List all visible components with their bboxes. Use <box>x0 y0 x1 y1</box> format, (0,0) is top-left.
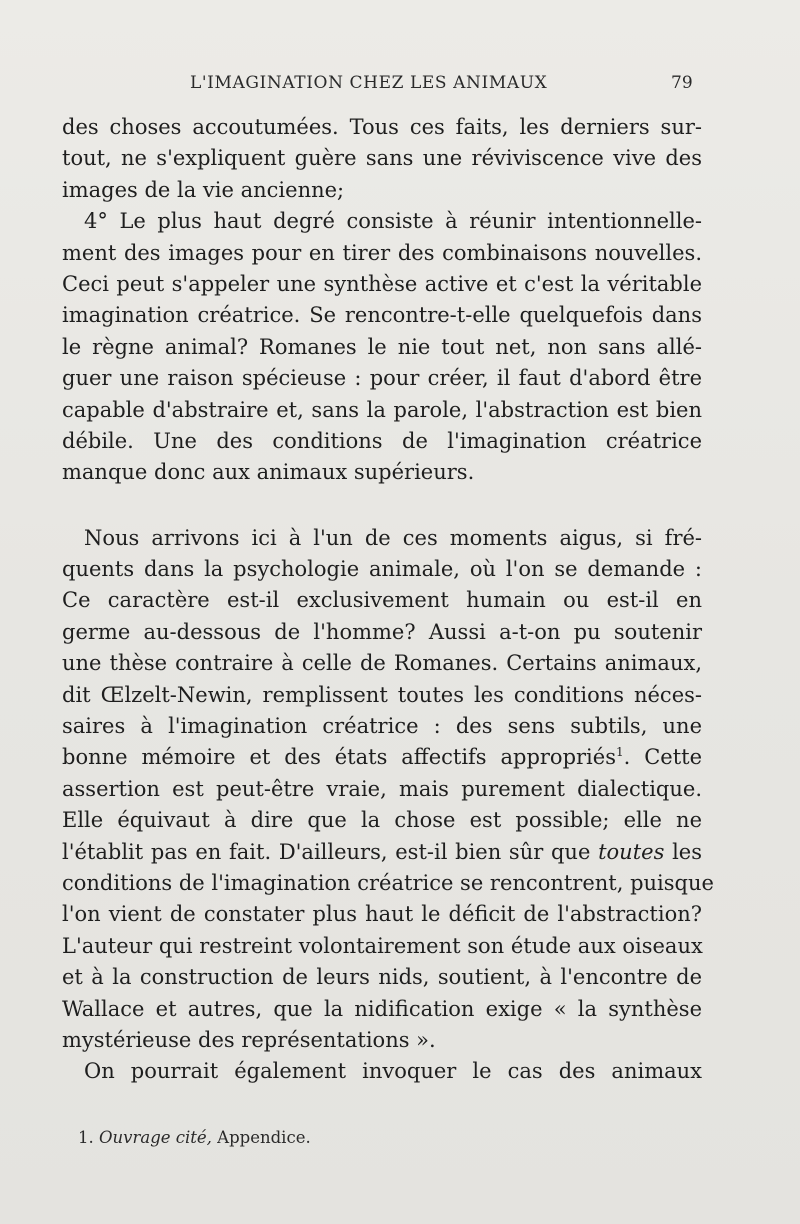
text-line: dit Œlzelt-Newin, remplissent toutes les conditions néces- <box>62 682 702 707</box>
text-line: L'auteur qui restreint volontairement son étude aux oiseaux <box>62 933 703 958</box>
text-line: l'on vient de constater plus haut le déficit de l'abstraction? <box>62 902 702 927</box>
text-line: Wallace et autres, que la nidification exige « la synthèse <box>62 996 702 1021</box>
footnote-title: Ouvrage cité, <box>99 1128 212 1147</box>
line-text: l'établit pas en fait. D'ailleurs, est-il bien sûr que <box>62 839 591 864</box>
footnote <box>78 1128 311 1147</box>
paragraph-gap <box>62 489 702 523</box>
body-text <box>62 112 714 1088</box>
text-line: On pourrait également invoquer le cas des animaux <box>84 1059 702 1084</box>
text-line: débile. Une des conditions de l'imagination créatrice <box>62 428 702 453</box>
footnote-number: 1. <box>78 1128 94 1147</box>
text-line: manque donc aux animaux supérieurs. <box>62 460 475 485</box>
text-line: des choses accoutumées. Tous ces faits, les derniers sur- <box>62 115 702 139</box>
text-line-with-footnote-ref <box>62 742 702 773</box>
text-line: guer une raison spécieuse : pour créer, il faut d'abord être <box>62 366 702 391</box>
text-line: germe au-dessous de l'homme? Aussi a-t-on pu soutenir <box>62 619 702 644</box>
text-line: saires à l'imagination créatrice : des sens subtils, une <box>62 714 702 739</box>
text-line: Elle équivaut à dire que la chose est possible; elle ne <box>62 808 702 833</box>
line-text: bonne mémoire et des états affectifs appropriés <box>62 745 616 770</box>
line-tail: les <box>664 839 702 864</box>
text-line: ment des images pour en tirer des combinaisons nouvelles. <box>62 240 702 265</box>
italic-word: toutes <box>598 839 665 864</box>
text-line: et à la construction de leurs nids, soutient, à l'encontre de <box>62 965 702 990</box>
text-line: Ce caractère est-il exclusivement humain ou est-il en <box>62 588 702 613</box>
text-line: quents dans la psychologie animale, où l'on se demande : <box>62 557 702 582</box>
text-line: conditions de l'imagination créatrice se rencontrent, puisque <box>62 870 714 895</box>
running-header: L'IMAGINATION CHEZ LES ANIMAUX <box>190 73 548 93</box>
text-line: assertion est peut-être vraie, mais purement dialectique. <box>62 776 702 801</box>
text-line-with-italic <box>62 837 702 868</box>
footnote-reference: 1 <box>615 745 624 760</box>
page-number: 79 <box>671 73 693 93</box>
line-tail: . Cette <box>623 745 703 770</box>
text-line: capable d'abstraire et, sans la parole, l'abstraction est bien <box>62 397 702 422</box>
text-line: une thèse contraire à celle de Romanes. Certains animaux, <box>62 651 702 676</box>
text-line: le règne animal? Romanes le nie tout net, non sans allé- <box>62 334 702 359</box>
text-line: Nous arrivons ici à l'un de ces moments aigus, si fré- <box>84 525 702 550</box>
text-line: 4° Le plus haut degré consiste à réunir intentionnelle- <box>84 209 702 234</box>
footnote-rest: Appendice. <box>211 1128 311 1147</box>
text-line: tout, ne s'expliquent guère sans une réviviscence vive des <box>62 146 702 171</box>
text-line: imagination créatrice. Se rencontre-t-elle quelquefois dans <box>62 303 702 328</box>
text-line: Ceci peut s'appeler une synthèse active et c'est la véritable <box>62 271 702 296</box>
text-line: mystérieuse des représentations ». <box>62 1027 436 1052</box>
text-line: images de la vie ancienne; <box>62 177 345 202</box>
